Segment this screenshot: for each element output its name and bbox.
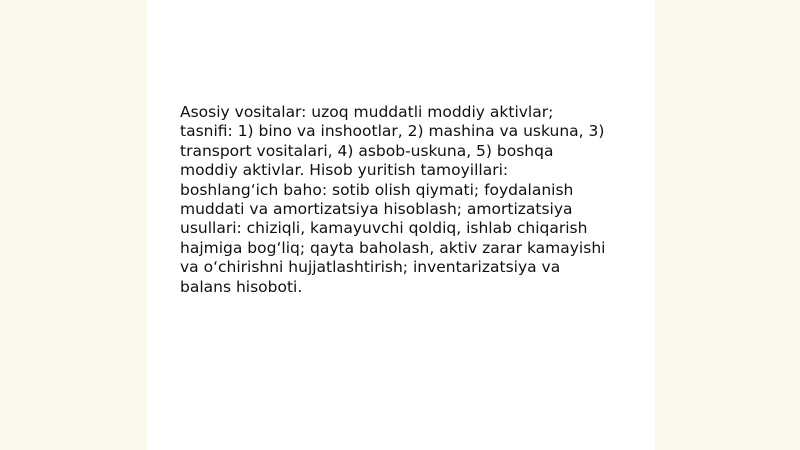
text-line: va o‘chirishni hujjatlashtirish; inventarizatsiya va: [180, 258, 561, 277]
left-margin-panel: [0, 0, 147, 450]
text-line: boshlang‘ich baho: sotib olish qiymati; foydalanish: [180, 180, 574, 199]
text-line: hajmiga bog‘liq; qayta baholash, aktiv zarar kamayishi: [180, 238, 606, 257]
right-margin-panel: [655, 0, 800, 450]
text-line: moddiy aktivlar. Hisob yuritish tamoyillari:: [180, 161, 509, 180]
paragraph-text: [180, 103, 620, 297]
text-line: tasnifi: 1) bino va inshootlar, 2) mashina va uskuna, 3): [180, 122, 605, 141]
text-line: balans hisoboti.: [180, 277, 303, 296]
text-line: usullari: chiziqli, kamayuvchi qoldiq, ishlab chiqarish: [180, 219, 588, 238]
text-line: transport vositalari, 4) asbob-uskuna, 5) boshqa: [180, 141, 554, 160]
text-line: Asosiy vositalar: uzoq muddatli moddiy aktivlar;: [180, 103, 554, 121]
text-line: muddati va amortizatsiya hisoblash; amortizatsiya: [180, 200, 573, 219]
